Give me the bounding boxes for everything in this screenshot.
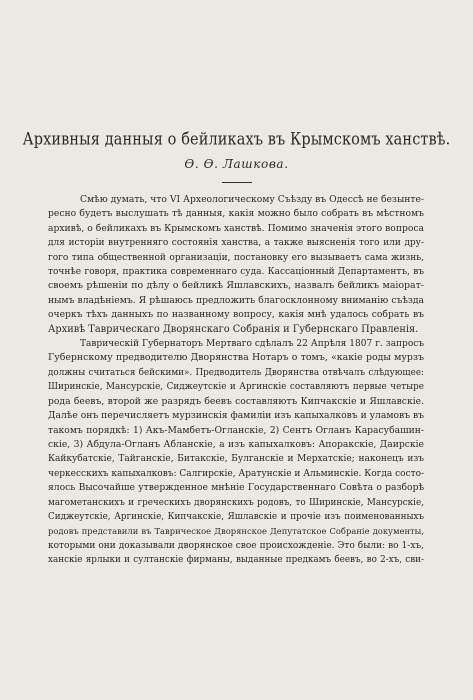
text-line: Смѣю думать, что VI Археологическому Съѣзду въ Одессѣ не безынте- (80, 194, 424, 205)
text-line: которыми они доказывали дворянское свое происхожденіе. Это были: во 1-хъ, (48, 540, 424, 551)
text-line: своемъ рѣшеніи по дѣлу о бейликѣ Яшлавскихъ, назвалъ бейликъ маіорат- (48, 280, 424, 292)
text-line: ханскіе ярлыки и султанскіе фирманы, выданные предкамъ беевъ, во 2-хъ, сви- (48, 555, 424, 566)
text-line: Таврическій Губернаторъ Мертваго сдѣлалъ 22 Апрѣля 1807 г. запросъ (80, 339, 424, 350)
text-line: магометанскихъ и греческихъ дворянскихъ родовъ, то Ширинскіе, Мансурскіе, (48, 497, 424, 508)
article-body (48, 193, 424, 568)
text-line: Кайкубатскіе, Тайганскіе, Битакскіе, Булганскіе и Мерхатскіе; наконецъ изъ (48, 454, 424, 465)
text-line: нымъ владѣніемъ. Я рѣшаюсь предложить благосклонному вниманію съѣзда (48, 294, 424, 306)
text-line: черкесскихъ капыхалковъ: Салгирскіе, Аратунскіе и Альминскіе. Когда состо- (48, 468, 424, 479)
text-line: должны считаться бейскими». Предводитель Дворянства отвѣчалъ слѣдующее: (48, 367, 424, 378)
text-line: Сиджеутскіе, Аргинскіе, Кипчакскіе, Яшлавскіе и прочіе изъ поименованныхъ (48, 511, 424, 522)
text-line: очеркъ тѣхъ данныхъ по названному вопросу, какія мнѣ удалось собрать въ (48, 309, 424, 321)
text-line: точнѣе говоря, практика современнаго суда. Кассаціонный Департаментъ, въ (48, 267, 424, 278)
article-title: Архивныя данныя о бейликахъ въ Крымскомъ ханствѣ. (22, 130, 451, 150)
text-line: ялось Высочайше утвержденное мнѣніе Государственнаго Совѣта о разборѣ (48, 482, 424, 494)
text-line: рода беевъ, второй же разрядъ беевъ составляютъ Кипчакскіе и Яшлавскіе. (48, 395, 424, 407)
text-line: Архивѣ Таврическаго Дворянскаго Собранія и Губернскаго Правленія. (48, 323, 419, 335)
text-line: Губернскому предводителю Дворянства Нотаръ о томъ, «какіе роды мурзъ (48, 352, 424, 364)
text-line: гого типа общественной организаціи, постановку его вызываетъ сама жизнь, (48, 252, 424, 263)
text-line: родовъ представили въ Таврическое Дворянское Депутатское Собраніе документы, (48, 526, 424, 537)
title-divider (222, 182, 252, 183)
text-line: скіе, 3) Абдула-Огланъ Абланскіе, а изъ капыхалковъ: Апоракскіе, Даирскіе (48, 438, 424, 450)
text-line: такомъ порядкѣ: 1) Акъ-Мамбетъ-Огланскіе, 2) Сентъ Огланъ Карасубашин- (48, 424, 424, 436)
text-line: Далѣе онъ перечисляетъ мурзинскія фамиліи изъ капыхалковъ и уламовъ въ (48, 410, 424, 422)
text-line: для исторіи внутренняго состоянія ханства, а также выясненія того или дру- (48, 238, 424, 249)
text-line: ресно будетъ выслушать тѣ данныя, какія можно было собрать въ мѣстномъ (48, 208, 424, 220)
text-line: Ширинскіе, Мансурскіе, Сиджеутскіе и Аргинскіе составляютъ первые четыре (48, 382, 424, 393)
text-line: архивѣ, о бейликахъ въ Крымскомъ ханствѣ. Помимо значенія этого вопроса (48, 222, 424, 234)
article-author: Ѳ. Ѳ. Лашкова. (184, 157, 289, 171)
